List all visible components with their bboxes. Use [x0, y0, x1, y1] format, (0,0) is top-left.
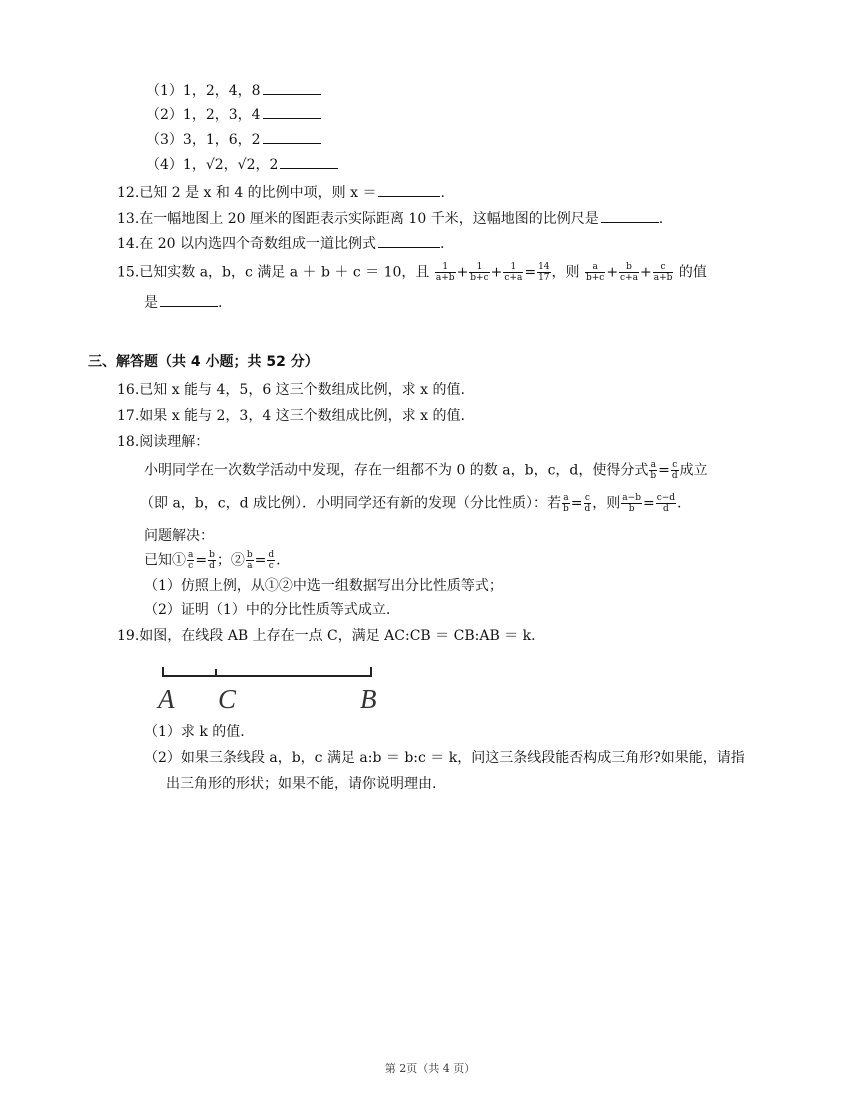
paragraph-text: 成立 — [679, 462, 708, 479]
question-end: . — [439, 236, 445, 252]
question-text: 已知 2 是 x 和 4 的比例中项，则 x ＝ — [139, 185, 377, 201]
paragraph-text: 小明同学在一次数学活动中发现，存在一组都不为 0 的数 a，b，c，d，使得分式 — [144, 462, 649, 479]
question-end: . — [658, 211, 664, 227]
question-19-sub1 — [144, 722, 245, 742]
fraction — [435, 262, 456, 283]
question-number: 14. — [117, 236, 140, 252]
answer-blank — [263, 104, 321, 119]
answer-blank — [160, 292, 218, 307]
numerator: c — [653, 262, 674, 273]
question-text: 的值 — [678, 264, 707, 281]
numerator: a−b — [622, 493, 641, 503]
numerator: 14 — [538, 262, 550, 272]
question-end: . — [218, 295, 223, 311]
paragraph-text: . — [276, 552, 281, 569]
fraction — [656, 493, 676, 514]
list-item — [146, 154, 338, 175]
question-text: 已知 x 能与 4，5，6 这三个数组成比例，求 x 的值. — [139, 382, 465, 398]
fraction — [621, 493, 642, 514]
question-15: 15.已知实数 a，b，c 满足 a ＋ b ＋ c ＝ 10，且 $\frac{1}{a+b}$ + $\frac{1}{b+c}$ + $\frac{1}{c+a}$ = $\frac{14}{17}$ ，则 $\frac{a}{b+c}$ + $\frac{b}{c+a}$ + $\frac{c}{a+b}$ 的值 — [117, 262, 707, 283]
paragraph-text: （即 a，b，c，d 成比例）．小明同学还有新的发现（分比性质）：若 — [140, 495, 562, 512]
question-15-cont — [144, 292, 222, 313]
question-number: 17. — [117, 408, 140, 424]
question-number: 19. — [117, 628, 140, 644]
numerator: a — [585, 262, 605, 273]
denominator: b — [563, 504, 569, 514]
section-title-text: 三、解答题（共 4 小题；共 52 分） — [88, 354, 319, 370]
paragraph-text: （1）求 k 的值. — [144, 724, 245, 740]
question-text: 在一幅地图上 20 厘米的图距表示实际距离 10 千米，这幅地图的比例尺是 — [139, 211, 599, 227]
numerator: b — [209, 550, 215, 560]
fraction — [671, 460, 679, 481]
numerator: c — [584, 493, 590, 503]
answer-blank — [263, 129, 321, 144]
numerator: b — [246, 550, 253, 560]
label-b: B — [360, 684, 377, 714]
paragraph-text: ，则 — [592, 495, 621, 512]
fraction — [649, 460, 657, 481]
question-16 — [117, 380, 465, 400]
question-text: 已知实数 a，b，c 满足 a ＋ b ＋ c ＝ 10，且 — [139, 264, 430, 281]
paragraph-text: （2）证明（1）中的分比性质等式成立. — [144, 602, 391, 618]
question-19-sub2-cont — [166, 774, 436, 794]
question-14 — [117, 233, 444, 254]
denominator: d — [671, 471, 678, 481]
question-18-p2: （即 a，b，c，d 成比例）．小明同学还有新的发现（分比性质）：若 $\frac{a}{b}$ = $\frac{c}{d}$ ，则 $\frac{a-b}{b}$ = $\frac{c-d}{d}$ . — [140, 493, 682, 514]
question-18-sub1 — [144, 576, 503, 596]
question-12 — [117, 182, 445, 203]
section-title — [88, 352, 319, 372]
question-18-p1: 小明同学在一次数学活动中发现，存在一组都不为 0 的数 a，b，c，d，使得分式 $\frac{a}{b}$ = $\frac{c}{d}$ 成立 — [144, 460, 708, 481]
denominator: b — [628, 504, 635, 514]
fraction — [246, 550, 254, 571]
numerator: c — [672, 460, 678, 470]
list-item — [146, 104, 321, 125]
fraction — [619, 262, 639, 283]
denominator: a+b — [653, 273, 673, 283]
numerator: c−d — [656, 493, 676, 503]
question-number: 12. — [117, 185, 140, 201]
numerator: a — [188, 550, 194, 560]
fraction — [469, 262, 489, 283]
question-number: 15. — [117, 264, 140, 281]
question-number: 18. — [117, 434, 140, 450]
question-text: 是 — [144, 295, 158, 311]
list-item — [146, 80, 321, 101]
numerator: d — [268, 550, 275, 560]
question-text: 如果 x 能与 2，3，4 这三个数组成比例，求 x 的值. — [139, 408, 465, 424]
question-text: ，则 — [551, 264, 580, 281]
denominator: b+c — [585, 273, 605, 283]
fraction — [537, 262, 550, 283]
denominator: a — [247, 561, 253, 571]
paragraph-text: （1）仿照上例，从①②中选一组数据写出分比性质等式； — [144, 578, 503, 594]
label-a: A — [158, 684, 175, 714]
paragraph-text: . — [677, 495, 682, 512]
page-footer — [0, 1060, 860, 1076]
denominator: d — [584, 504, 591, 514]
denominator: a+b — [435, 273, 455, 283]
denominator: d — [662, 504, 669, 514]
question-18-sub2 — [144, 600, 390, 620]
fraction — [208, 550, 216, 571]
denominator: c — [268, 561, 274, 571]
paragraph-text: 问题解决： — [144, 528, 214, 544]
numerator: 1 — [503, 262, 523, 273]
numerator: 1 — [469, 262, 489, 273]
list-item-text: （3）3，1，6，2 — [146, 132, 261, 148]
numerator: a — [650, 460, 656, 470]
answer-blank — [601, 208, 659, 223]
question-18 — [117, 432, 209, 452]
denominator: c — [188, 561, 194, 571]
denominator: b — [650, 471, 657, 481]
question-19-sub2 — [144, 748, 745, 768]
fraction — [585, 262, 605, 283]
fraction — [187, 550, 194, 571]
fraction — [653, 262, 674, 283]
fraction — [584, 493, 592, 514]
question-18-p4: 已知① $\frac{a}{c}$ = $\frac{b}{d}$ ；② $\frac{b}{a}$ = $\frac{d}{c}$ . — [144, 550, 281, 571]
page-number: 第 2页（共 4 页） — [384, 1062, 476, 1075]
paragraph-text: 已知① — [144, 552, 186, 569]
question-19 — [117, 626, 536, 646]
denominator: b+c — [470, 273, 489, 283]
numerator: b — [619, 262, 639, 273]
denominator: 17 — [538, 273, 550, 283]
denominator: d — [209, 561, 215, 571]
denominator: c+a — [620, 273, 638, 283]
list-item-text: （1）1，2，4，8 — [146, 83, 261, 99]
denominator: c+a — [504, 273, 523, 283]
fraction — [503, 262, 523, 283]
paragraph-text: ；② — [216, 552, 245, 569]
question-18-p3 — [144, 526, 214, 546]
question-17 — [117, 406, 465, 426]
question-end: . — [440, 185, 445, 201]
paragraph-text: （2）如果三条线段 a，b，c 满足 a:b ＝ b:c ＝ k，问这三条线段能否构成三角形?如果能，请指 — [144, 750, 745, 766]
answer-blank — [263, 80, 321, 95]
list-item — [146, 129, 321, 150]
numerator: a — [563, 493, 569, 503]
answer-blank — [378, 182, 440, 197]
question-number: 16. — [117, 382, 140, 398]
list-item-text: （2）1，2，3，4 — [146, 107, 261, 123]
question-text: 阅读理解： — [139, 434, 210, 450]
numerator: 1 — [435, 262, 456, 273]
question-13 — [117, 208, 663, 229]
paragraph-text: 出三角形的形状；如果不能，请你说明理由. — [166, 776, 437, 792]
answer-blank — [280, 154, 338, 169]
segment-diagram — [160, 662, 390, 714]
fraction — [562, 493, 570, 514]
question-number: 13. — [117, 211, 140, 227]
question-text: 如图，在线段 AB 上存在一点 C，满足 AC:CB ＝ CB:AB ＝ k. — [139, 628, 536, 644]
segment-figure — [160, 662, 390, 714]
label-c: C — [218, 684, 237, 714]
question-text: 在 20 以内选四个奇数组成一道比例式 — [139, 236, 376, 252]
fraction — [267, 550, 275, 571]
list-item-text: （4）1，√2，√2，2 — [146, 157, 279, 173]
answer-blank — [378, 233, 440, 248]
